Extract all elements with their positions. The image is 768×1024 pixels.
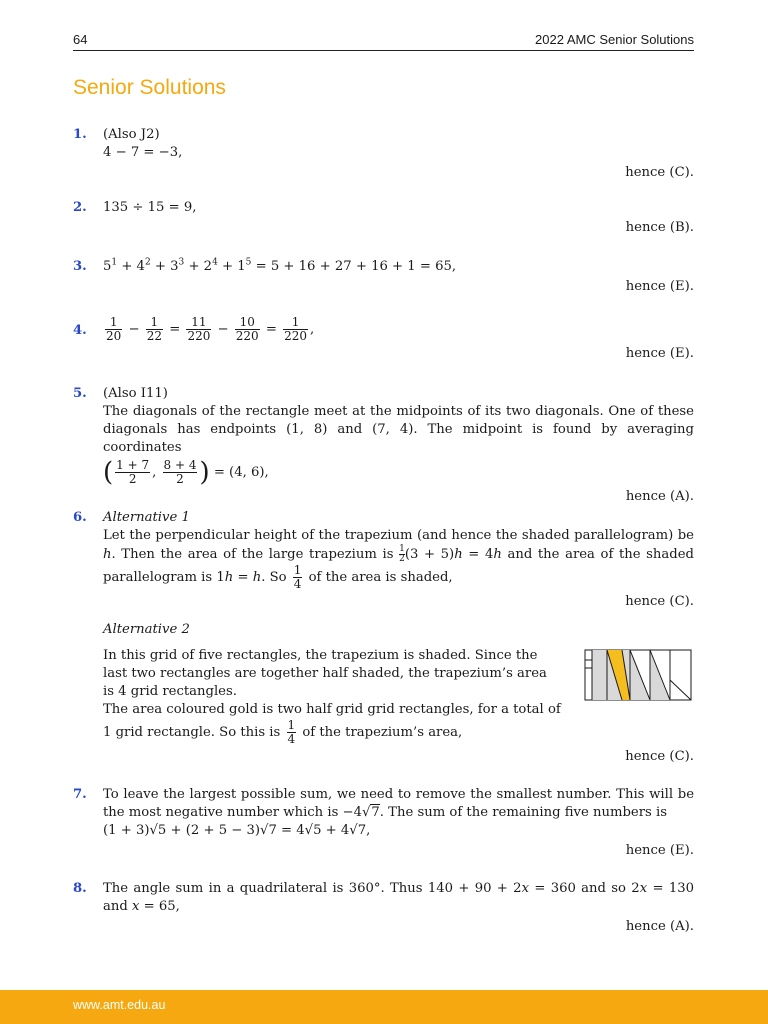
page-footer — [0, 990, 768, 1024]
question-number: 7. — [73, 787, 87, 802]
page-header — [73, 30, 694, 51]
answer: hence (E). — [625, 279, 694, 294]
question-number: 4. — [73, 323, 87, 338]
answer: hence (B). — [625, 220, 694, 235]
answer: hence (C). — [625, 165, 694, 180]
alternative-1-text: Let the perpendicular height of the trapezium (and hence the shaded parallelogram) be h. Then the area of the large trapezium is $\frac{1}{2}(3 + 5)h = 4h$ and the area of the shaded parallelogram is 1h = h. So $\frac{1}{4}$ of the area is shaded, — [103, 528, 694, 591]
alternative-2-heading: Alternative 2 — [103, 622, 190, 637]
answer: hence (A). — [625, 919, 694, 934]
question-6 — [73, 509, 694, 766]
question-number: 3. — [73, 259, 87, 274]
document-title: 2022 AMC Senior Solutions — [535, 32, 694, 47]
answer: hence (C). — [625, 749, 694, 764]
question-note: (Also J2) — [103, 127, 160, 142]
explanation-text: To leave the largest possible sum, we need to remove the smallest number. This will be the most negative number which is −4√7. The sum of the remaining five numbers is — [103, 787, 694, 820]
section-title: Senior Solutions — [73, 76, 226, 99]
question-note: (Also I11) — [103, 386, 168, 401]
midpoint-equation: ( $\frac{1 + 7}{2}$ , $\frac{8 + 4}{2}$ ) = (4, 6), — [103, 457, 269, 488]
question-1 — [73, 126, 694, 182]
math-line: (1 + 3)√5 + (2 + 5 − 3)√7 = 4√5 + 4√7, — [103, 823, 371, 838]
question-4 — [73, 316, 694, 363]
math-line: 135 ÷ 15 = 9, — [103, 200, 197, 215]
question-number: 8. — [73, 881, 87, 896]
answer: hence (E). — [625, 346, 694, 361]
question-number: 2. — [73, 200, 87, 215]
alternative-1-heading: Alternative 1 — [103, 510, 190, 525]
explanation-text: The angle sum in a quadrilateral is 360°. Thus 140 + 90 + 2x = 360 and so 2x = 130 and x = 65, — [103, 881, 694, 914]
math-line: $5^1 + 4^2 + 3^3 + 2^4 + 1^5 = 5 + 16 + 27 + 16 + 1 = 65$, — [103, 257, 457, 274]
footer-url[interactable]: www.amt.edu.au — [73, 998, 166, 1012]
explanation-text: The diagonals of the rectangle meet at the midpoints of its two diagonals. One of these diagonals has endpoints (1, 8) and (7, 4). The midpoint is found by averaging coordinates — [103, 404, 694, 455]
question-number: 1. — [73, 127, 87, 142]
question-5 — [73, 385, 694, 506]
answer: hence (E). — [625, 843, 694, 858]
fraction-equation: $\frac{1}{20}$ − $\frac{1}{22}$ = $\frac{11}{220}$ − $\frac{10}{220}$ = $\frac{1}{220}$ , — [106, 315, 315, 343]
alternative-2-text-2: The area coloured gold is two half grid grid rectangles, for a total of 1 grid rectangle. So this is $\frac{1}{4}$ of the trapezium’s area, — [103, 702, 561, 746]
question-2 — [73, 199, 694, 237]
question-number: 6. — [73, 510, 87, 525]
page-number: 64 — [73, 32, 88, 47]
answer: hence (C). — [625, 594, 694, 609]
question-3 — [73, 258, 694, 296]
question-8 — [73, 880, 694, 936]
trapezium-grid-figure — [582, 647, 694, 703]
math-line: 4 − 7 = −3, — [103, 145, 183, 160]
answer: hence (A). — [625, 489, 694, 504]
question-number: 5. — [73, 386, 87, 401]
alternative-2-text: In this grid of five rectangles, the trapezium is shaded. Since the last two rectangles are together half shaded, the trapezium’s area is 4 grid rectangles. — [103, 648, 547, 699]
question-7 — [73, 786, 694, 860]
